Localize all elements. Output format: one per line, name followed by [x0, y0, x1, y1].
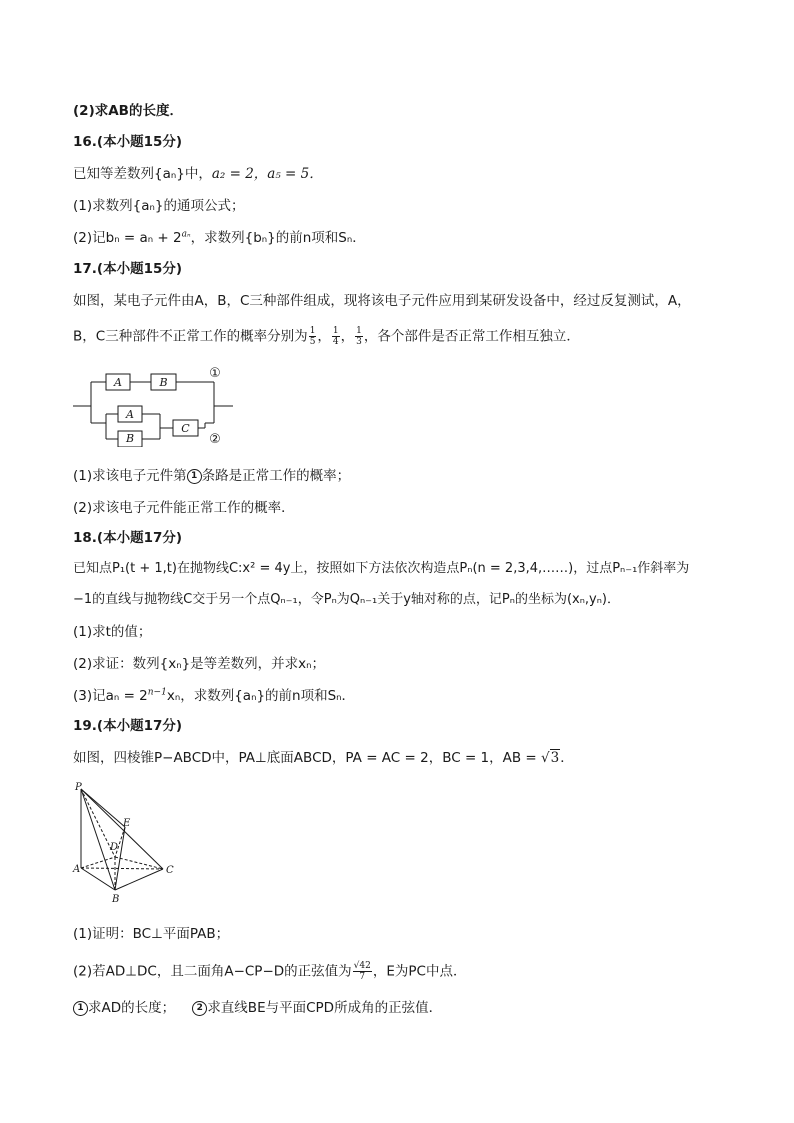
- q18-stem-line1: 已知点P₁(t + 1,t)在抛物线C:x² = 4y上，按照如下方法依次构造点Pₙ(n = 2,3,4,……)，过点Pₙ₋₁作斜率为: [73, 561, 690, 576]
- q17-stem-line1: 如图，某电子元件由A，B，C三种部件组成，现将该电子元件应用到某研发设备中，经过反复测试，A，: [73, 293, 691, 309]
- fraction-one-third: $\frac{1}{3}$: [356, 326, 362, 347]
- pyramid-diagram: [68, 778, 188, 908]
- q15-part2: (2)求AB的长度．: [73, 103, 183, 119]
- fraction-sqrt42-over-7: $\frac{√42}{7}$: [353, 961, 371, 982]
- circled-one-icon: 1: [187, 469, 202, 484]
- fraction-one-fifth: $\frac{1}{5}$: [309, 326, 316, 347]
- vertex-a-label: A: [73, 864, 81, 875]
- path-one-marker: ①: [209, 366, 221, 381]
- q16-part2: (2)记$b_n = a_n + 2^{a_n}$，求数列{bₙ}的前n项和Sₙ．: [73, 229, 366, 246]
- circuit-mid-a-label: A: [126, 408, 134, 421]
- circuit-mid-b-label: B: [125, 432, 135, 445]
- q17-stem-line2: B，C三种部件不正常工作的概率分别为 $\frac{1}{5}$ ， $\frac{1}{4}$ ， $\frac{1}{3}$ ，各个部件是否正常工作相互独立．: [73, 326, 580, 347]
- sqrt-three: √3: [541, 750, 560, 766]
- q18-part1: (1)求t的值；: [73, 624, 152, 640]
- circuit-top-a-label: A: [114, 376, 122, 389]
- q16-heading: 16.(本小题15分): [73, 134, 183, 150]
- q16-stem: 已知等差数列{aₙ}中，a₂ = 2，a₅ = 5．: [73, 166, 323, 182]
- q18-part2: (2)求证：数列{xₙ}是等差数列，并求xₙ；: [73, 656, 326, 672]
- q19-heading: 19.(本小题17分): [73, 718, 183, 734]
- vertex-d-label: D: [110, 842, 119, 853]
- q19-stem: 如图，四棱锥P−ABCD中，PA⊥底面ABCD，PA = AC = 2，BC = 1，AB = √3．: [73, 750, 574, 766]
- q17-part1: (1)求该电子元件第 1 条路是正常工作的概率；: [73, 468, 351, 484]
- q18-heading: 18.(本小题17分): [73, 530, 183, 546]
- q19-subparts: 1 求AD的长度； 2 求直线BE与平面CPD所成角的正弦值．: [73, 998, 442, 1018]
- q17-heading: 17.(本小题15分): [73, 261, 183, 277]
- q18-part3: (3)记$a_n = 2^{n-1}x_n$，求数列{aₙ}的前n项和Sₙ．: [73, 687, 356, 704]
- q19-part2: (2)若AD⊥DC，且二面角A−CP−D的正弦值为 $\frac{√42}{7}$ ，E为PC中点．: [73, 961, 467, 982]
- circuit-diagram: [70, 362, 240, 447]
- path-two-marker: ②: [209, 432, 221, 447]
- q16-part1: (1)求数列{aₙ}的通项公式；: [73, 198, 245, 214]
- fraction-one-quarter: $\frac{1}{4}$: [332, 326, 339, 347]
- q17-part2: (2)求该电子元件能正常工作的概率．: [73, 500, 295, 516]
- circuit-c-label: C: [181, 422, 190, 435]
- circuit-top-b-label: B: [159, 376, 168, 389]
- q19-part1: (1)证明：BC⊥平面PAB；: [73, 926, 230, 942]
- circled-two-icon: 2: [192, 1001, 207, 1016]
- vertex-b-label: B: [112, 894, 120, 905]
- q18-stem-line2: −1的直线与抛物线C交于另一个点Qₙ₋₁，令Pₙ为Qₙ₋₁关于y轴对称的点，记Pₙ的坐标为(xₙ,yₙ)．: [73, 592, 620, 607]
- circled-one-icon: 1: [73, 1001, 88, 1016]
- point-e-label: E: [123, 818, 131, 829]
- vertex-p-label: P: [75, 782, 82, 793]
- vertex-c-label: C: [166, 865, 174, 876]
